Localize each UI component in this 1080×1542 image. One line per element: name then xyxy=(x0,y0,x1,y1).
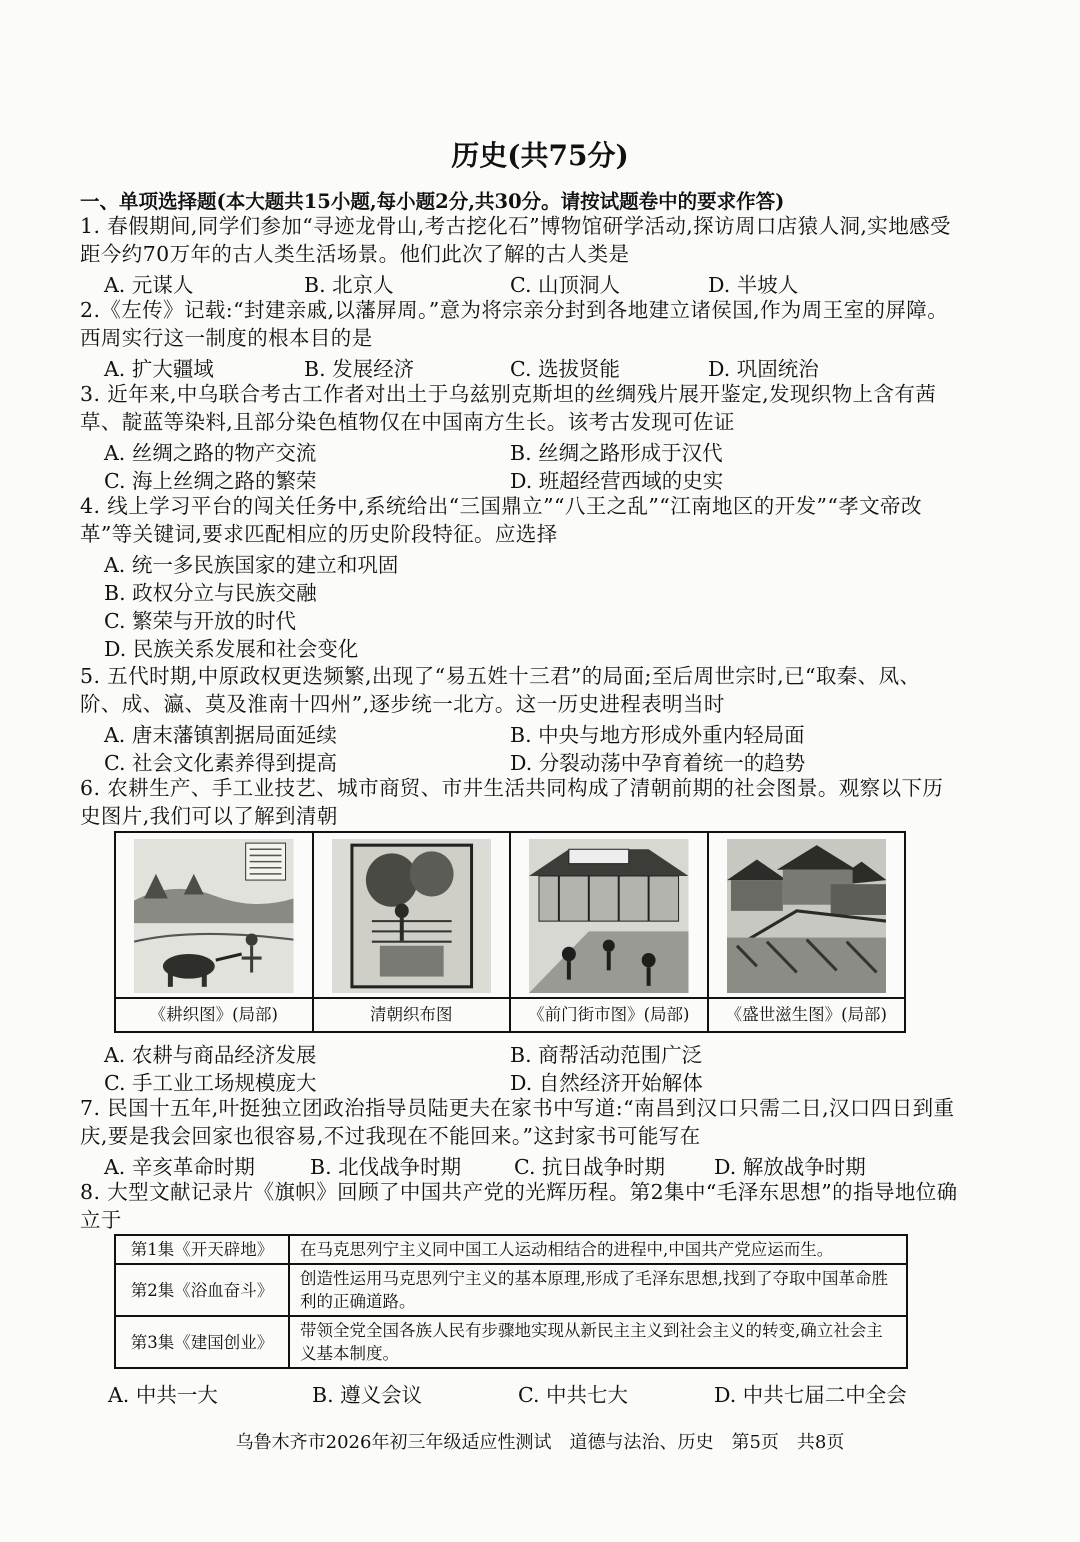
q3-option-b: B. 丝绸之路形成于汉代 xyxy=(510,441,723,465)
q8-option-a: A. 中共一大 xyxy=(108,1383,218,1407)
q1-option-b: B. 北京人 xyxy=(304,273,394,297)
page-title: 历史(共75分) xyxy=(451,139,629,172)
street-market-illustration xyxy=(529,839,689,993)
q5-option-a: A. 唐末藩镇割据局面延续 xyxy=(104,723,337,747)
q6-image-cell-2 xyxy=(314,833,512,1031)
question-8-stem: 8. 大型文献记录片《旗帜》回顾了中国共产党的光辉历程。第2集中“毛泽东思想”的指导地位确立于 xyxy=(80,1180,958,1232)
q4-option-b: B. 政权分立与民族交融 xyxy=(104,581,317,605)
q6-image-strip xyxy=(114,831,906,1033)
q5-option-c: C. 社会文化素养得到提高 xyxy=(104,751,337,775)
question-2-stem: 2.《左传》记载:“封建亲戚,以藩屏周。”意为将宗亲分封到各地建立诸侯国,作为周王室的屏障。西周实行这一制度的根本目的是 xyxy=(80,298,949,350)
page-footer: 乌鲁木齐市2026年初三年级适应性测试 道德与法治、历史 第5页 共8页 xyxy=(235,1432,845,1453)
q7-option-b: B. 北伐战争时期 xyxy=(310,1155,462,1179)
q5-option-d: D. 分裂动荡中孕育着统一的趋势 xyxy=(510,751,806,775)
episode-title: 第2集《浴血奋斗》 xyxy=(115,1264,289,1316)
q8-option-d: D. 中共七届二中全会 xyxy=(714,1383,907,1407)
question-5-stem: 5. 五代时期,中原政权更迭频繁,出现了“易五姓十三君”的局面;至后周世宗时,已“取秦、凤、阶、成、瀛、莫及淮南十四州”,逐步统一北方。这一历史进程表明当时 xyxy=(80,664,921,716)
q6-caption-4: 《盛世滋生图》(局部) xyxy=(709,997,905,1031)
q1-option-d: D. 半坡人 xyxy=(708,273,799,297)
q6-caption-2: 清朝织布图 xyxy=(314,997,510,1031)
q6-image-cell-1 xyxy=(116,833,314,1031)
episode-desc: 带领全党全国各族人民有步骤地实现从新民主主义到社会主义的转变,确立社会主义基本制度。 xyxy=(289,1316,907,1368)
prosperous-city-illustration xyxy=(727,839,887,993)
q2-option-c: C. 选拔贤能 xyxy=(510,357,620,381)
episode-title: 第1集《开天辟地》 xyxy=(115,1235,289,1264)
question-6-stem: 6. 农耕生产、手工业技艺、城市商贸、市井生活共同构成了清朝前期的社会图景。观察以下历史图片,我们可以了解到清朝 xyxy=(80,776,944,828)
q6-image-cell-4 xyxy=(709,833,905,1031)
q6-caption-3: 《前门街市图》(局部) xyxy=(511,997,707,1031)
section-heading: 一、单项选择题(本大题共15小题,每小题2分,共30分。请按试题卷中的要求作答) xyxy=(80,190,785,213)
q6-option-b: B. 商帮活动范围广泛 xyxy=(510,1043,703,1067)
q6-option-d: D. 自然经济开始解体 xyxy=(510,1071,703,1095)
q4-option-c: C. 繁荣与开放的时代 xyxy=(104,609,296,633)
q8-option-c: C. 中共七大 xyxy=(518,1383,628,1407)
q6-caption-1: 《耕织图》(局部) xyxy=(116,997,312,1031)
table-row xyxy=(115,1264,907,1316)
table-row xyxy=(115,1235,907,1264)
question-7-stem: 7. 民国十五年,叶挺独立团政治指导员陆更夫在家书中写道:“南昌到汉口只需二日,汉口四日到重庆,要是我会回家也很容易,不过我现在不能回来。”这封家书可能写在 xyxy=(80,1096,955,1148)
q6-option-a: A. 农耕与商品经济发展 xyxy=(104,1043,317,1067)
q7-option-c: C. 抗日战争时期 xyxy=(514,1155,665,1179)
question-3-stem: 3. 近年来,中乌联合考古工作者对出土于乌兹别克斯坦的丝绸残片展开鉴定,发现织物上含有茜草、靛蓝等染料,且部分染色植物仅在中国南方生长。该考古发现可佐证 xyxy=(80,382,937,434)
q2-option-b: B. 发展经济 xyxy=(304,357,415,381)
q6-image-cell-3 xyxy=(511,833,709,1031)
q4-option-d: D. 民族关系发展和社会变化 xyxy=(104,637,359,661)
q1-option-c: C. 山顶洞人 xyxy=(510,273,620,297)
q3-option-a: A. 丝绸之路的物产交流 xyxy=(104,441,317,465)
q4-option-a: A. 统一多民族国家的建立和巩固 xyxy=(104,553,399,577)
question-1-stem: 1. 春假期间,同学们参加“寻迹龙骨山,考古挖化石”博物馆研学活动,探访周口店猿人洞,实地感受距今约70万年的古人类生活场景。他们此次了解的古人类是 xyxy=(80,214,951,266)
q2-option-d: D. 巩固统治 xyxy=(708,357,819,381)
episode-desc: 创造性运用马克思列宁主义的基本原理,形成了毛泽东思想,找到了夺取中国革命胜利的正确道路。 xyxy=(289,1264,907,1316)
q3-option-d: D. 班超经营西域的史实 xyxy=(510,469,724,493)
q5-option-b: B. 中央与地方形成外重内轻局面 xyxy=(510,723,805,747)
q1-option-a: A. 元谋人 xyxy=(104,273,194,297)
q3-option-c: C. 海上丝绸之路的繁荣 xyxy=(104,469,317,493)
weaving-illustration xyxy=(332,839,492,993)
q2-option-a: A. 扩大疆域 xyxy=(104,357,214,381)
episode-desc: 在马克思列宁主义同中国工人运动相结合的进程中,中国共产党应运而生。 xyxy=(289,1235,907,1264)
episode-title: 第3集《建国创业》 xyxy=(115,1316,289,1368)
question-4-stem: 4. 线上学习平台的闯关任务中,系统给出“三国鼎立”“八王之乱”“江南地区的开发”“孝文帝改革”等关键词,要求匹配相应的历史阶段特征。应选择 xyxy=(80,494,922,546)
q6-option-c: C. 手工业工场规模庞大 xyxy=(104,1071,317,1095)
q8-episode-table xyxy=(114,1234,908,1369)
q7-option-d: D. 解放战争时期 xyxy=(714,1155,866,1179)
q8-option-b: B. 遵义会议 xyxy=(312,1383,423,1407)
table-row xyxy=(115,1316,907,1368)
q7-option-a: A. 辛亥革命时期 xyxy=(104,1155,255,1179)
farming-weaving-illustration xyxy=(134,839,294,993)
